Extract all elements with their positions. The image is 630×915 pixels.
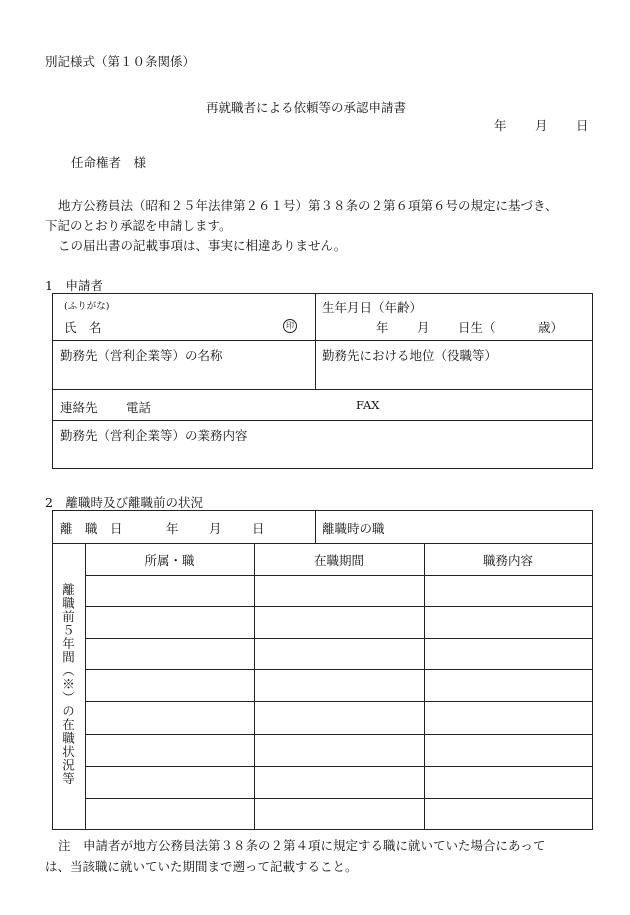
retire-year: 年 xyxy=(166,521,179,536)
fax-label: FAX xyxy=(356,398,380,412)
column-header-affiliation: 所属・職 xyxy=(144,553,195,568)
birth-label: 生年月日（年齢） xyxy=(322,300,423,315)
business-content-label: 勤務先（営利企業等）の業務内容 xyxy=(60,428,248,443)
side-label-vertical: 離職前５年間（※）の在職状況等 xyxy=(60,583,76,786)
birth-day: 日生（ xyxy=(458,320,496,335)
date-day: 日 xyxy=(576,118,589,133)
furigana-label: (ふりがな) xyxy=(64,301,110,312)
section1-heading: 1 申請者 xyxy=(45,278,103,293)
phone-label: 電話 xyxy=(126,400,152,415)
note-line-2: は、当該職に就いていた期間まで遡って記載すること。 xyxy=(45,859,358,874)
retire-date-label: 離 職 日 xyxy=(60,521,123,536)
document-title: 再就職者による依頼等の承認申請書 xyxy=(206,100,407,115)
intro-line-1: 地方公務員法（昭和２５年法律第２６１号）第３８条の２第６項第６号の規定に基づき、 xyxy=(58,198,558,213)
name-label: 氏 名 xyxy=(64,320,102,335)
employer-name-label: 勤務先（営利企業等）の名称 xyxy=(60,348,223,363)
age-suffix: 歳） xyxy=(538,320,564,335)
addressee: 任命権者 様 xyxy=(71,155,147,170)
contact-label: 連絡先 xyxy=(60,400,98,415)
retire-day: 日 xyxy=(252,521,265,536)
form-label: 別記様式（第１０条関係） xyxy=(45,54,196,69)
retire-position-label: 離職時の職 xyxy=(322,521,385,536)
date-month: 月 xyxy=(535,118,548,133)
column-header-period: 在職期間 xyxy=(313,553,364,568)
retire-month: 月 xyxy=(209,521,222,536)
date-year: 年 xyxy=(494,118,507,133)
intro-line-3: この届出書の記載事項は、事実に相違ありません。 xyxy=(58,238,347,253)
column-header-duties: 職務内容 xyxy=(482,553,533,568)
birth-month: 月 xyxy=(417,320,430,335)
note-line-1: 注 申請者が地方公務員法第３８条の２第４項に規定する職に就いていた場合にあって xyxy=(58,838,546,853)
intro-line-2: 下記のとおり承認を申請します。 xyxy=(45,218,232,233)
employer-position-label: 勤務先における地位（役職等） xyxy=(322,348,498,363)
section2-heading: 2 離職時及び離職前の状況 xyxy=(45,495,203,510)
birth-year: 年 xyxy=(376,320,389,335)
seal-mark: 印 xyxy=(283,319,297,333)
